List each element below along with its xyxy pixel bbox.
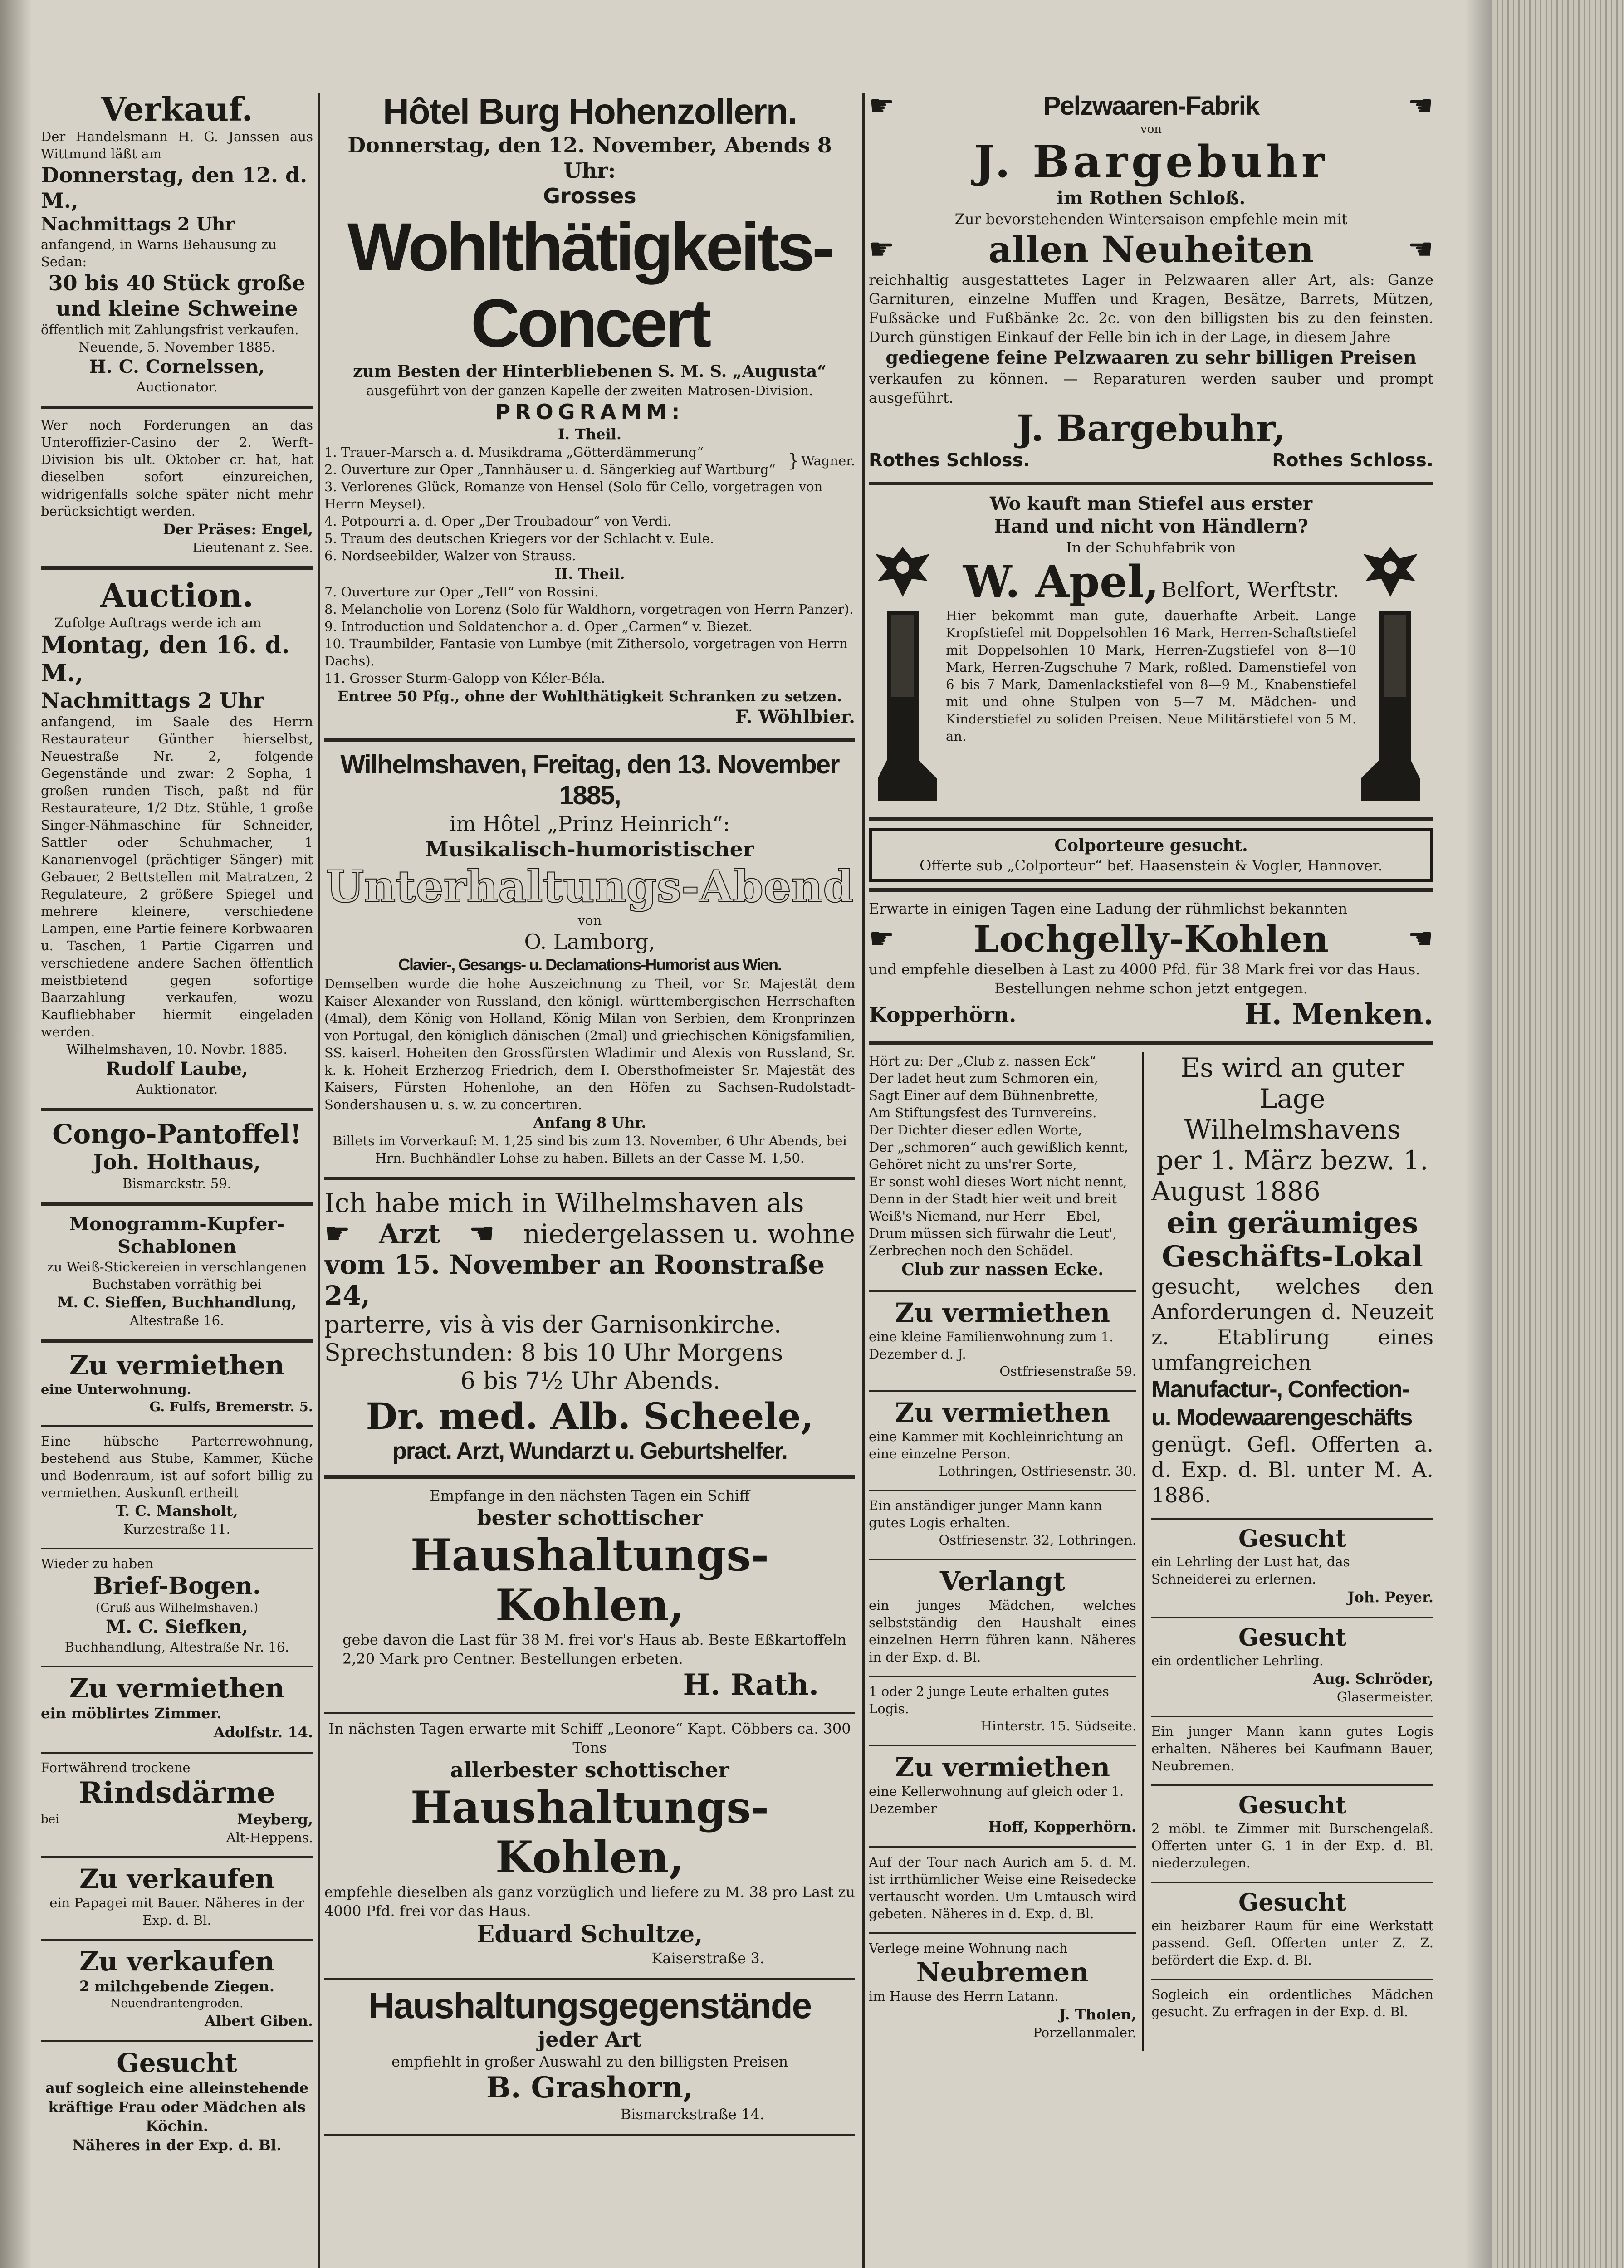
- ad-name: Dr. med. Alb. Scheele,: [366, 1395, 814, 1437]
- ad-subtitle: bester schottischer: [477, 1505, 703, 1530]
- ad-verlangt: [869, 1566, 1136, 1666]
- ad-text: eine Kellerwohnung auf gleich oder 1. Dezember: [869, 1784, 1124, 1816]
- ad-subtitle: allerbester schottischer: [450, 1758, 729, 1782]
- ad-text: 2 möbl. te Zimmer mit Burschengelaß. Offerten unter G. 1 in der Exp. d. Bl. niederzulegen.: [1151, 1821, 1433, 1871]
- pointing-hand-icon: ☚: [1407, 922, 1433, 956]
- ad-lamborg: [324, 749, 855, 1167]
- ad-name: J. Tholen,: [1059, 2006, 1136, 2023]
- ad-text: ein junges Mädchen, welches selbstständig den Haushalt eines einzelnen Herrn führen kann. Näheres in der Exp. d. Bl.: [869, 1598, 1136, 1665]
- ad-text: Demselben wurde die hohe Auszeichnung zu Theil, vor Sr. Majestät dem Kaiser Alexander von Russland, den königl. württembergischen Herrschaften (4mal), dem König von Holland, König Milan von Serbien, dem Kronprinzen von Portugal, den königlich dänischen (2mal) und griechischen Königsfamilien, SS. kaiserl. Hoheiten den Grossfürsten Wladimir und Alexis von Russland, Sr. k. k. Hoheit Erzherzog Friedrich, dem I. Obersthofmeister Sr. Majestät des Kaisers, Fürsten Hohenlohe, an den Höfen zu Sachsen-Rudolstadt-Sondershausen u. s. w. zu concertiren.: [324, 976, 855, 1112]
- ad-text: von: [1140, 122, 1162, 136]
- ad-headline: ein geräumiges: [1166, 1206, 1419, 1240]
- ad-highlight: u. Modewaarengeschäfts: [1151, 1404, 1412, 1431]
- ad-text: eine Kammer mit Kochleinrichtung an eine einzelne Person.: [869, 1429, 1124, 1461]
- ad-peyer: [1151, 1525, 1433, 1607]
- divider: [869, 1290, 1136, 1292]
- ad-title: Brief-Bogen.: [93, 1572, 261, 1600]
- program-item: 4. Potpourri a. d. Oper „Der Troubadour“ von Verdi.: [324, 513, 671, 529]
- ad-text: Billets im Vorverkauf: M. 1,25 sind bis zum 13. November, 6 Uhr Abends, bei Hrn. Buchhändler Lohse zu haben. Billets an der Casse M. 1,50.: [333, 1133, 847, 1166]
- program-composer: Wagner.: [801, 453, 855, 469]
- program-item: 2. Ouverture zur Oper „Tannhäuser u. d. Sängerkieg auf Wartburg“: [324, 462, 776, 477]
- ad-hotel-concert: [324, 91, 855, 728]
- page-gutter: [0, 0, 32, 2268]
- ad-colporteure: [869, 828, 1433, 882]
- ad-title: Wilhelmshaven, Freitag, den 13. November 1885,: [340, 750, 839, 810]
- divider: [869, 1932, 1136, 1934]
- pointing-hand-icon: ☛: [869, 922, 895, 956]
- ad-logis-1: [869, 1497, 1136, 1549]
- ad-club-poem: [869, 1052, 1136, 1280]
- divider: [869, 1559, 1136, 1560]
- ad-name: Aug. Schröder,: [1313, 1670, 1433, 1687]
- divider: [41, 2040, 313, 2042]
- program-item: 11. Grosser Sturm-Galopp von Kéler-Béla.: [324, 670, 605, 686]
- ad-raum: [1151, 1889, 1433, 1969]
- ad-headline: allen Neuheiten: [988, 228, 1314, 271]
- ad-vermiethen-1: [41, 1350, 313, 1415]
- ad-address: Hinterstr. 15. Südseite.: [980, 1718, 1136, 1734]
- brace-glyph: }: [788, 450, 800, 471]
- divider: [869, 888, 1433, 892]
- ad-title: Gesucht: [1238, 1624, 1347, 1652]
- ad-text: Fortwährend trockene: [41, 1760, 191, 1775]
- poem-line: Am Stiftungsfest des Turnvereins.: [869, 1105, 1097, 1120]
- ad-title: Congo-Pantoffel!: [52, 1119, 302, 1149]
- divider: [869, 817, 1433, 821]
- ad-auction: [41, 577, 313, 1098]
- ad-text: öffentlich mit Zahlungsfrist verkaufen.: [41, 322, 299, 337]
- ad-title: Zu vermiethen: [69, 1350, 285, 1381]
- ad-headline: Lochgelly-Kohlen: [973, 918, 1329, 960]
- eagle-emblem-icon: [869, 538, 937, 606]
- ad-name: Joh. Peyer.: [1347, 1589, 1433, 1606]
- boot-icon: [869, 606, 941, 806]
- divider: [1151, 1882, 1433, 1883]
- ad-rath: [324, 1486, 855, 1702]
- ad-name: Albert Giben.: [204, 2012, 313, 2029]
- ad-subtitle: Clavier-, Gesangs- u. Declamations-Humorist aus Wien.: [398, 955, 781, 974]
- ad-address: Altestraße 16.: [129, 1313, 225, 1328]
- ad-text: zum Besten der Hinterbliebenen S. M. S. „Augusta“: [353, 362, 827, 381]
- divider: [1151, 1979, 1433, 1980]
- ad-text: Erwarte in einigen Tagen eine Ladung der rühmlichst bekannten: [869, 900, 1348, 917]
- divider: [41, 1339, 313, 1343]
- ad-title: Hôtel Burg Hohenzollern.: [383, 91, 797, 132]
- ad-title: Verlangt: [939, 1566, 1066, 1597]
- poem-line: Hört zu: Der „Club z. nassen Eck“: [869, 1053, 1096, 1069]
- ad-text: Ich habe mich in Wilhelmshaven als: [324, 1188, 804, 1218]
- ad-text: Offerte sub „Colporteur“ bef. Haasenstein & Vogler, Hannover.: [920, 857, 1383, 874]
- ad-text: Arzt: [379, 1218, 440, 1249]
- ad-text: 1 oder 2 junge Leute erhalten gutes Logis.: [869, 1684, 1109, 1716]
- ad-text: Bestellungen nehme schon jetzt entgegen.: [994, 980, 1308, 997]
- ad-vermiethen-5: [869, 1752, 1136, 1836]
- divider: [324, 1712, 855, 1714]
- ad-name: Hoff, Kopperhörn.: [988, 1818, 1136, 1835]
- ad-text: Verlege meine Wohnung nach: [869, 1941, 1068, 1956]
- divider: [41, 1856, 313, 1858]
- ad-address: Neuendrantengroden.: [110, 1997, 244, 2010]
- ad-text: ein Lehrling der Lust hat, das Schneiderei zu erlernen.: [1151, 1554, 1350, 1587]
- ad-text: auf sogleich eine alleinstehende kräftige Frau oder Mädchen als Köchin.: [45, 2079, 309, 2135]
- ad-address: Kurzestraße 11.: [123, 1521, 230, 1537]
- pointing-hand-icon: ☛: [324, 1217, 351, 1251]
- ad-text: eine Unterwohnung.: [41, 1382, 191, 1397]
- ad-address: Buchhandlung, Altestraße Nr. 16.: [64, 1639, 289, 1655]
- ad-text: Ein junger Mann kann gutes Logis erhalten. Näheres bei Kaufmann Bauer, Neubremen.: [1151, 1724, 1433, 1774]
- poem-line: Denn in der Stadt hier weit und breit: [869, 1191, 1117, 1207]
- divider: [41, 1666, 313, 1667]
- ad-address: Bismarckstraße 14.: [620, 2106, 764, 2123]
- ad-address: Belfort, Werftstr.: [1161, 577, 1340, 602]
- ad-text: vom 15. November an Roonstraße 24,: [324, 1249, 825, 1311]
- ad-logis-2: [869, 1683, 1136, 1735]
- ad-title: Zu vermiethen: [895, 1297, 1110, 1328]
- ad-name: J. Bargebuhr: [974, 136, 1328, 187]
- program-item: 8. Melancholie von Lorenz (Solo für Waldhorn, vorgetragen von Herrn Panzer).: [324, 601, 854, 617]
- ad-title: Zu vermiethen: [895, 1397, 1110, 1428]
- ad-role: Auctionator.: [136, 379, 218, 395]
- program-item: 3. Verlorenes Glück, Romanze von Hensel (Solo für Cello, vorgetragen von Herrn Meysel).: [324, 479, 823, 512]
- ad-highlight: gediegene feine Pelzwaaren zu sehr billigen Preisen: [885, 347, 1417, 368]
- ad-name: Meyberg,: [237, 1811, 313, 1828]
- ad-tholen: [869, 1940, 1136, 2041]
- eagle-emblem-icon: [1356, 538, 1424, 606]
- ad-title: Gesucht: [1238, 1792, 1347, 1819]
- program-item: 10. Traumbilder, Fantasie von Lumbye (mit Zithersolo, vorgetragen von Herrn Dachs).: [324, 636, 848, 669]
- sub-column-left: [869, 1052, 1144, 2051]
- ad-headline: Haushaltungs-Kohlen,: [410, 1530, 769, 1631]
- ad-text: Näheres in der Exp. d. Bl.: [72, 2136, 282, 2154]
- ad-signer: H. C. Cornelssen,: [89, 356, 265, 377]
- poem-line: Zerbrechen noch den Schädel.: [869, 1243, 1073, 1258]
- ad-address: Adolfstr. 14.: [213, 1724, 313, 1741]
- poem-line: Drum müssen sich fürwahr die Leut',: [869, 1226, 1117, 1241]
- ad-monogramm: [41, 1213, 313, 1329]
- ad-subtitle: im Rothen Schloß.: [1057, 187, 1246, 209]
- ad-title: Verkauf.: [101, 91, 253, 128]
- ad-text: ein möblirtes Zimmer.: [41, 1705, 222, 1722]
- ad-text: Zufolge Auftrags werde ich am: [54, 615, 262, 631]
- ad-address: Bismarckstr. 59.: [122, 1176, 231, 1191]
- ad-forderungen: [41, 416, 313, 556]
- ad-text: verkaufen zu können. — Reparaturen werden sauber und prompt ausgeführt.: [869, 370, 1433, 406]
- divider: [869, 1846, 1136, 1848]
- ad-address: Ostfriesenstr. 32, Lothringen.: [939, 1532, 1136, 1548]
- divider: [1151, 1716, 1433, 1717]
- ad-section-title: I. Theil.: [558, 425, 622, 443]
- ad-signer: Rudolf Laube,: [106, 1058, 248, 1080]
- ad-text: ein Papagei mit Bauer. Näheres in der Exp. d. Bl.: [49, 1895, 304, 1928]
- ad-congo: [41, 1119, 313, 1192]
- divider: [41, 1939, 313, 1941]
- ad-maedchen: [1151, 1986, 1433, 2020]
- ad-signer: Club zur nassen Ecke.: [901, 1260, 1104, 1279]
- ad-headline: Wohlthätigkeits-Concert: [347, 209, 832, 361]
- ad-schultze: [324, 1719, 855, 1968]
- column-rule-right: [862, 93, 865, 2268]
- ad-subtitle: Grosses: [543, 184, 636, 208]
- ad-time: Nachmittags 2 Uhr: [41, 214, 235, 235]
- divider: [869, 1390, 1136, 1392]
- ad-text: In nächsten Tagen erwarte mit Schiff „Leonore“ Kapt. Cöbbers ca. 300 Tons: [328, 1720, 851, 1756]
- divider: [324, 1177, 855, 1180]
- ad-text: Lage Wilhelmshavens: [1184, 1083, 1401, 1145]
- ad-role: Lieutenant z. See.: [192, 540, 313, 555]
- ad-role: Auktionator.: [136, 1081, 218, 1097]
- ad-verkauf: [41, 91, 313, 396]
- ad-name: H. Menken.: [1244, 997, 1433, 1031]
- program-item: 5. Traum des deutschen Kriegers vor der Schlacht v. Eule.: [324, 531, 714, 546]
- column-3: [869, 91, 1433, 2268]
- pointing-hand-icon: ☚: [1407, 233, 1433, 266]
- ad-text: ausgeführt von der ganzen Kapelle der zweiten Matrosen-Division.: [366, 383, 813, 398]
- ad-text: eine kleine Familienwohnung zum 1. Dezember d. J.: [869, 1329, 1114, 1362]
- ad-name: O. Lamborg,: [524, 929, 655, 954]
- ad-text: anfangend, im Saale des Herrn Restaurateur Günther hierselbst, Neuestraße Nr. 2, folgende Gegenstände und zwar: 2 Sopha, 1 großen runden Tisch, paßt nd für Restaurateure, 1/2 Dtz. Stühle, 1 große Singer-Nähmaschine für Schneider, Sattler oder Schuhmacher, 1 Kanarienvogel (prächtiger Sänger) mit Gebauer, 2 Bettstellen mit Matratzen, 2 Regulateure, 2 größere Spiegel und mehrere kleinere, verschiedene Lampen, eine Partie feinere Korbwaaren u. Taschen, 1 Partie Cigarren und verschiedene andere Sachen öffentlich meistbietend gegen sofortige Baarzahlung verkaufen, wozu Kaufliebhaber hiermit eingeladen werden.: [41, 714, 313, 1040]
- column-2: [324, 91, 855, 2268]
- ad-scheele: [324, 1188, 855, 1465]
- divider: [869, 1490, 1136, 1491]
- ad-title: Monogramm-Kupfer-Schablonen: [69, 1213, 285, 1257]
- ad-section-title: II. Theil.: [554, 565, 625, 582]
- ad-text: bei: [41, 1813, 59, 1826]
- ad-title: Neubremen: [916, 1957, 1089, 1988]
- ad-title: Zu verkaufen: [79, 1863, 274, 1894]
- ad-name: T. C. Mansholt,: [116, 1502, 238, 1520]
- program-item: 7. Ouverture zur Oper „Tell“ von Rossini.: [324, 584, 599, 600]
- ad-title: Wo kauft man Stiefel aus erster: [989, 493, 1313, 514]
- ad-text: In der Schuhfabrik von: [1066, 539, 1236, 556]
- ad-text: gesucht, welches den Anforderungen d. Neuzeit z. Etablirung eines umfangreichen: [1151, 1274, 1433, 1375]
- ad-vermiethen-2: [41, 1673, 313, 1742]
- ad-title: Zu vermiethen: [895, 1752, 1110, 1783]
- ad-text: Eine hübsche Parterrewohnung, bestehend aus Stube, Kammer, Küche und Bodenraum, ist auf sofort billig zu vermiethen. Auskunft ertheilt: [41, 1433, 313, 1501]
- ad-name: Joh. Holthaus,: [93, 1150, 261, 1174]
- ad-text: Zur bevorstehenden Wintersaison empfehle mein mit: [954, 210, 1348, 228]
- ad-headline: Haushaltungs-Kohlen,: [410, 1782, 769, 1883]
- ad-menken: [869, 899, 1433, 1031]
- ad-date: Montag, den 16. d. M.,: [41, 631, 290, 687]
- ad-name: W. Apel,: [963, 556, 1159, 607]
- ad-title: Rindsdärme: [78, 1776, 275, 1810]
- ad-text: zu Weiß-Stickereien in verschlangenen Buchstaben vorräthig bei: [47, 1259, 307, 1292]
- ad-text: (Gruß aus Wilhelmshaven.): [95, 1601, 259, 1615]
- ad-gesucht-koechin: [41, 2048, 313, 2155]
- ad-text: empfehle dieselben als ganz vorzüglich und liefere zu M. 38 pro Last zu 4000 Pfd. frei vor das Haus.: [324, 1883, 855, 1920]
- ad-text: anfangend, in Warns Behausung zu Sedan:: [41, 237, 277, 269]
- ad-name: J. Bargebuhr,: [1017, 407, 1286, 450]
- divider: [41, 1752, 313, 1754]
- ad-text: niedergelassen u. wohne: [523, 1218, 855, 1249]
- ad-title: Hand und nicht von Händlern?: [994, 516, 1308, 537]
- ad-subtitle: Musikalisch-humoristischer: [425, 837, 754, 861]
- ad-grashorn: [324, 1985, 855, 2124]
- poem-line: Gehöret nicht zu uns'rer Sorte,: [869, 1157, 1077, 1172]
- pointing-hand-icon: ☛: [869, 91, 895, 123]
- sub-column-right: [1144, 1052, 1433, 2051]
- divider: [1151, 1617, 1433, 1618]
- divider: [1151, 1784, 1433, 1786]
- ad-role: Porzellanmaler.: [1033, 2025, 1136, 2040]
- ad-name: M. C. Siefken,: [105, 1616, 249, 1637]
- ad-address: Kaiserstraße 3.: [651, 1950, 764, 1967]
- ad-text: im Hause des Herrn Latann.: [869, 1989, 1059, 2004]
- column-1: [41, 91, 313, 2268]
- divider: [324, 2134, 855, 2136]
- ad-text: Ein anständiger junger Mann kann gutes Logis erhalten.: [869, 1498, 1102, 1530]
- ad-signer: Der Präses: Engel,: [163, 521, 313, 538]
- ad-text: August 1886: [1151, 1176, 1321, 1207]
- ad-title: Gesucht: [117, 2048, 237, 2078]
- ad-vermiethen-4: [869, 1397, 1136, 1480]
- apel-right-art: [1356, 538, 1433, 807]
- ad-title: Zu verkaufen: [79, 1946, 274, 1977]
- ad-bauer: [1151, 1723, 1433, 1774]
- divider: [41, 1425, 313, 1427]
- divider: [41, 566, 313, 570]
- ad-briefbogen: [41, 1555, 313, 1656]
- ad-highlight: 30 bis 40 Stück große und kleine Schweine: [48, 271, 306, 321]
- ad-date: Donnerstag, den 12. November, Abends 8 Uhr:: [347, 133, 832, 183]
- ad-text: Der Handelsmann H. G. Janssen aus Wittmund läßt am: [41, 129, 313, 161]
- poem-line: Weiß's Niemand, nur Herr — Ebel,: [869, 1208, 1101, 1224]
- ad-pelzwaaren: [869, 91, 1433, 472]
- ad-text: Wer noch Forderungen an das Unteroffizier-Casino der 2. Werft-Division bis ult. Oktober cr. hat, hat dieselben sofort einzureichen, widrigenfalls solche später nicht mehr berücksichtigt werden.: [41, 417, 313, 519]
- ad-name: Eduard Schultze,: [476, 1921, 703, 1948]
- column-rule-left: [318, 93, 320, 2268]
- divider: [324, 738, 855, 742]
- split-ad-area: [869, 1052, 1433, 2051]
- ad-title: Colporteure gesucht.: [1054, 836, 1248, 855]
- ad-text: per 1. März bezw. 1.: [1156, 1145, 1428, 1176]
- divider: [324, 1475, 855, 1479]
- ad-dateline: Neuende, 5. November 1885.: [78, 339, 275, 355]
- ad-text: und empfehle dieselben à Last zu 4000 Pfd. für 38 Mark frei vor das Haus.: [869, 961, 1420, 978]
- ad-rindsdarme: [41, 1759, 313, 1846]
- ad-text: Empfange in den nächsten Tagen ein Schiff: [430, 1487, 750, 1504]
- ad-text: Auf der Tour nach Aurich am 5. d. M. ist irrthümlicher Weise eine Reisedecke vertauscht worden. Um Umtausch wird gebeten. Näheres in d. Exp. d. Bl.: [869, 1854, 1136, 1921]
- ad-text: gebe davon die Last für 38 M. frei vor's Haus ab. Beste Eßkartoffeln 2,20 Mark pro Centner. Bestellungen erbeten.: [342, 1631, 846, 1667]
- ad-address: Ostfriesenstraße 59.: [999, 1364, 1136, 1379]
- ad-text: 2 milchgebende Ziegen.: [79, 1978, 274, 1995]
- ad-headline: Haushaltungsgegenstände: [368, 1985, 812, 2026]
- divider: [1151, 1518, 1433, 1520]
- ad-address: Alt-Heppens.: [226, 1830, 313, 1845]
- ad-name: G. Fulfs, Bremerstr. 5.: [149, 1399, 313, 1414]
- ad-apel: [869, 493, 1433, 807]
- ad-text: reichhaltig ausgestattetes Lager in Pelzwaaren aller Art, als: Ganze Garnituren, einzelne Muffen und Kragen, Besätze, Barrets, Mützen, Fußsäcke und Fußbänke 2c. 2c. von den billigsten bis zu den feinsten. Durch günstigen Einkauf der Felle bin ich in der Lage, in diesem Jahre: [869, 271, 1433, 346]
- ad-text: Hier bekommt man gute, dauerhafte Arbeit. Lange Kropfstiefel mit Doppelsohlen 16 Mark, Herren-Schaftstiefel mit Doppelsohlen 10 Mark, Herren-Zugstiefel von 8—10 Mark, Herren-Zugschuhe 7 Mark, roßled. Damenstiefel von 6 bis 7 Mark, Damenlackstiefel von 8—9 M., Knabenstiefel mit und ohne Stulpen von 5—7 M. Mädchen- und Kinderstiefel zu soliden Preisen. Neue Militärstiefel von 5 M. an.: [946, 608, 1356, 744]
- ad-dateline: Wilhelmshaven, 10. Novbr. 1885.: [66, 1041, 288, 1057]
- ad-title: Zu vermiethen: [69, 1673, 285, 1704]
- program-item: 6. Nordseebilder, Walzer von Strauss.: [324, 548, 576, 563]
- ad-headline: Unterhaltungs-Abend: [326, 861, 854, 912]
- ad-text: Es wird an guter: [1180, 1052, 1404, 1083]
- ad-text: empfiehlt in großer Auswahl zu den billigsten Preisen: [391, 2053, 788, 2070]
- ad-address: Kopperhörn.: [869, 1002, 1017, 1027]
- ad-signer: F. Wöhlbier.: [735, 706, 855, 728]
- ad-text: ein heizbarer Raum für eine Werkstatt passend. Gefl. Offerten unter Z. Z. befördert die Exp. d. Bl.: [1151, 1918, 1433, 1968]
- ad-date: Donnerstag, den 12. d. M.,: [41, 163, 308, 213]
- ad-verkaufen-1: [41, 1863, 313, 1929]
- divider: [869, 1041, 1433, 1045]
- ad-text: Sprechstunden: 8 bis 10 Uhr Morgens: [324, 1339, 783, 1367]
- ad-parterre: [41, 1432, 313, 1538]
- ad-name: B. Grashorn,: [486, 2071, 694, 2105]
- poem-line: Sagt Einer auf dem Bühnenbrette,: [869, 1088, 1099, 1103]
- ad-role: Glasermeister.: [1336, 1689, 1433, 1705]
- pointing-hand-icon: ☚: [469, 1217, 495, 1251]
- divider: [41, 406, 313, 409]
- ad-text: 6 bis 7½ Uhr Abends.: [460, 1368, 721, 1395]
- ad-schroeder: [1151, 1624, 1433, 1706]
- ad-section-title: PROGRAMM:: [495, 400, 685, 424]
- ad-verkaufen-2: [41, 1946, 313, 2030]
- divider: [869, 482, 1433, 485]
- apel-left-art: [869, 538, 946, 807]
- ad-geschaeftslokal: [1151, 1052, 1433, 1508]
- program-item: 9. Introduction und Soldatenchor a. d. Oper „Carmen“ v. Biezet.: [324, 619, 753, 634]
- divider: [324, 1978, 855, 1980]
- ad-reisedecke: [869, 1853, 1136, 1922]
- ad-text: genügt. Gefl. Offerten a. d. Exp. d. Bl. unter M. A. 1886.: [1151, 1432, 1433, 1507]
- program-item: 1. Trauer-Marsch a. d. Musikdrama „Götterdämmerung“: [324, 445, 704, 460]
- ad-zimmer: [1151, 1792, 1433, 1872]
- ad-text: Entree 50 Pfg., ohne der Wohlthätigkeit Schranken zu setzen.: [338, 688, 842, 705]
- divider: [41, 1108, 313, 1111]
- poem-line: Der „schmoren“ auch gewißlich kennt,: [869, 1139, 1128, 1155]
- pointing-hand-icon: ☚: [1407, 91, 1433, 123]
- ad-title: Gesucht: [1238, 1525, 1347, 1553]
- ad-address: Rothes Schloss.: [1272, 450, 1433, 471]
- ad-title: Pelzwaaren-Fabrik: [1043, 91, 1259, 121]
- ad-highlight: Manufactur-, Confection-: [1151, 1376, 1409, 1403]
- ad-text: von: [577, 913, 602, 928]
- ad-subtitle: jeder Art: [538, 2027, 642, 2052]
- divider: [869, 1676, 1136, 1677]
- poem-line: Der Dichter dieser edlen Worte,: [869, 1122, 1082, 1138]
- book-page-edges: [1492, 0, 1624, 2268]
- divider: [41, 1202, 313, 1206]
- ad-text: Anfang 8 Uhr.: [533, 1114, 646, 1131]
- ad-subtitle: im Hôtel „Prinz Heinrich“:: [449, 811, 730, 836]
- ad-title: Gesucht: [1238, 1889, 1347, 1916]
- ad-title: Auction.: [100, 576, 254, 615]
- poem-line: Er sonst wohl dieses Wort nicht nennt,: [869, 1174, 1127, 1189]
- ad-name: M. C. Sieffen, Buchhandlung,: [57, 1294, 297, 1311]
- pointing-hand-icon: ☛: [869, 233, 895, 266]
- divider: [41, 1548, 313, 1549]
- page-edge-shadow: [1465, 0, 1492, 2268]
- ad-address: Lothringen, Ostfriesenstr. 30.: [939, 1463, 1136, 1479]
- divider: [869, 1745, 1136, 1746]
- ad-vermiethen-3: [869, 1297, 1136, 1380]
- ad-text: parterre, vis à vis der Garnisonkirche.: [324, 1311, 782, 1339]
- ad-name: H. Rath.: [683, 1668, 819, 1702]
- ad-text: ein ordentlicher Lehrling.: [1151, 1653, 1324, 1668]
- ad-subtitle: pract. Arzt, Wundarzt u. Geburtshelfer.: [392, 1438, 787, 1464]
- boot-icon: [1356, 606, 1429, 806]
- ad-text: Wieder zu haben: [41, 1556, 154, 1571]
- ad-time: Nachmittags 2 Uhr: [41, 688, 264, 713]
- poem-line: Der ladet heut zum Schmoren ein,: [869, 1070, 1098, 1086]
- ad-address: Rothes Schloss.: [869, 450, 1030, 471]
- ad-text: Sogleich ein ordentliches Mädchen gesucht. Zu erfragen in der Exp. d. Bl.: [1151, 1987, 1433, 2019]
- ad-headline: Geschäfts-Lokal: [1162, 1240, 1423, 1274]
